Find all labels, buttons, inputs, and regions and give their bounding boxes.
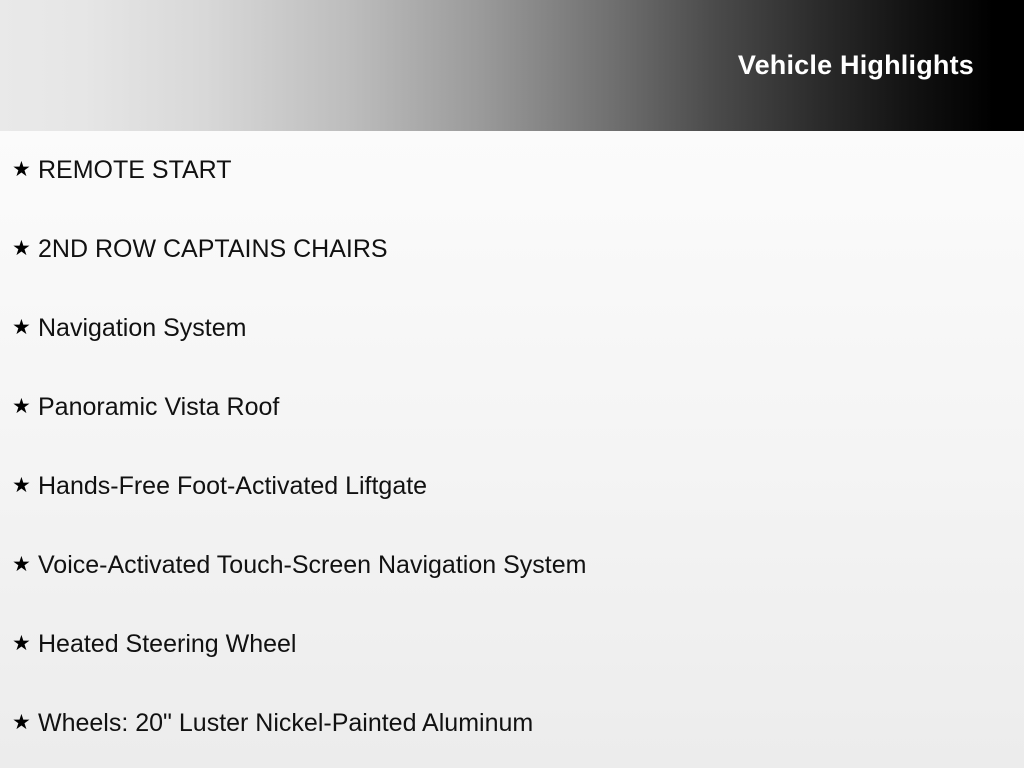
highlight-label: 2ND ROW CAPTAINS CHAIRS [38,234,388,263]
star-icon: ★ [12,711,31,734]
highlight-label: Voice-Activated Touch-Screen Navigation System [38,550,587,579]
list-item [0,684,1024,763]
star-icon: ★ [12,632,31,655]
list-item [0,526,1024,605]
list-item [0,368,1024,447]
highlight-label: Hands-Free Foot-Activated Liftgate [38,471,428,500]
list-item [0,447,1024,526]
list-item [0,131,1024,210]
star-icon: ★ [12,553,31,576]
star-icon: ★ [12,158,31,181]
header-bar [0,0,1024,131]
highlight-label: Panoramic Vista Roof [38,392,280,421]
list-item [0,289,1024,368]
highlight-label: Heated Steering Wheel [38,629,297,658]
list-item [0,605,1024,684]
highlight-label: Wheels: 20" Luster Nickel-Painted Aluminum [38,708,534,737]
star-icon: ★ [12,395,31,418]
highlight-label: REMOTE START [38,155,232,184]
star-icon: ★ [12,316,31,339]
star-icon: ★ [12,474,31,497]
highlights-list [0,131,1024,763]
list-item [0,210,1024,289]
highlight-label: Navigation System [38,313,247,342]
star-icon: ★ [12,237,31,260]
page-title: Vehicle Highlights [737,50,974,80]
